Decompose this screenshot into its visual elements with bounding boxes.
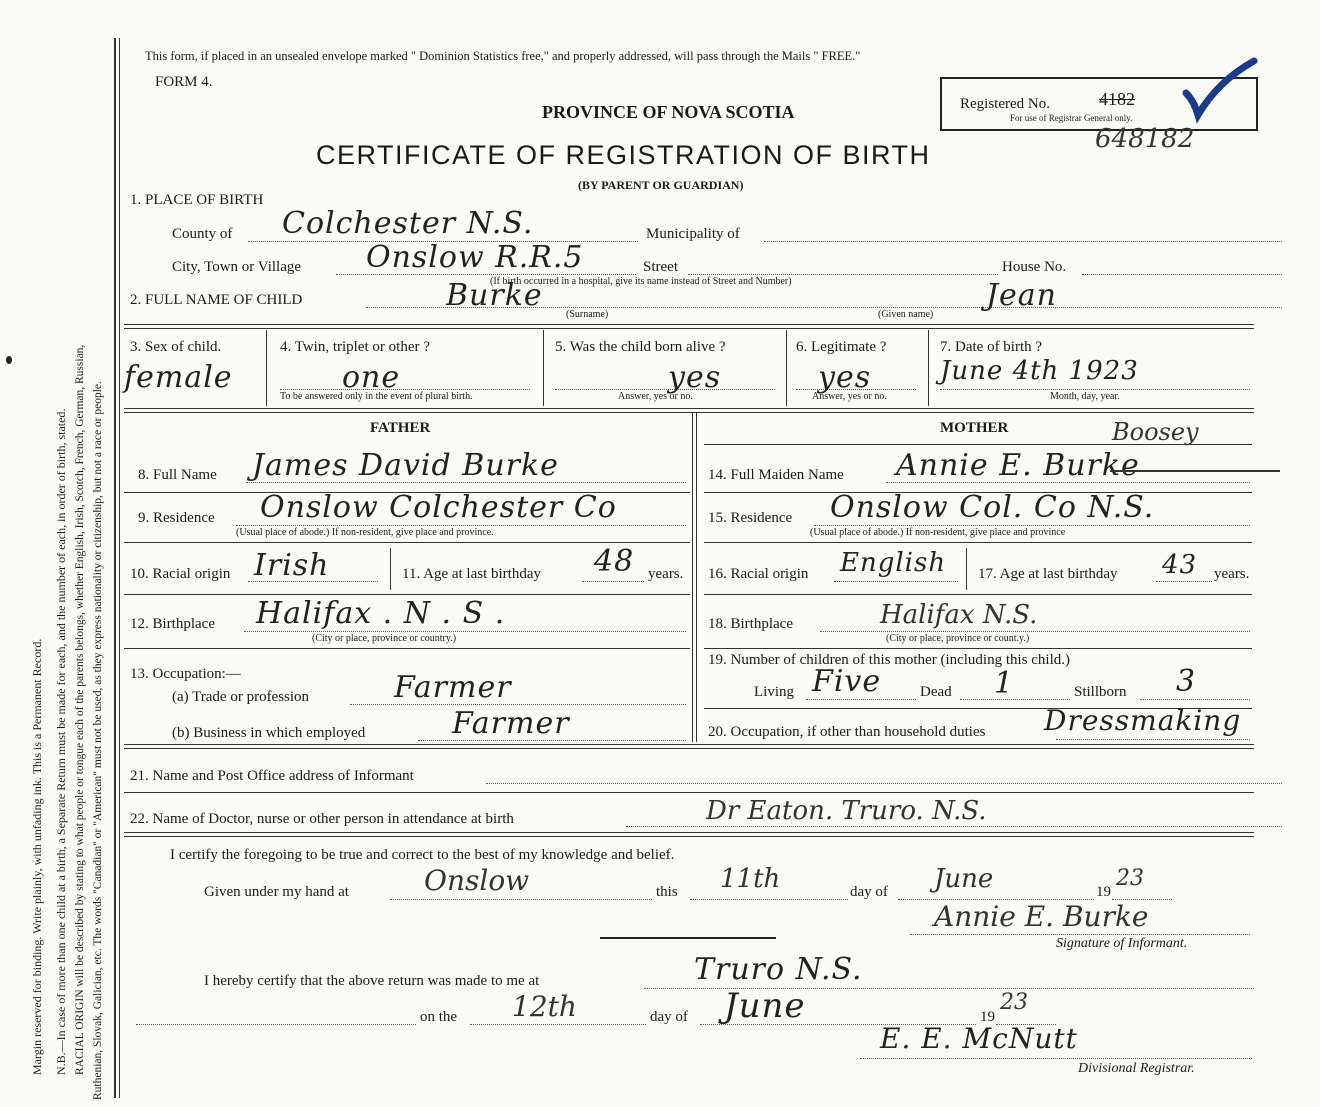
given-day-value: 11th [720,864,781,894]
county-value: Colchester N.S. [282,206,534,241]
stillborn-value: 3 [1176,664,1197,699]
registration-year-prefix: 19 [980,1009,995,1025]
mother-residence-label: 15. Residence [708,510,793,526]
father-trade-label: (a) Trade or profession [172,689,310,705]
sex-value: female [124,360,233,395]
father-trade-value: Farmer [394,670,512,705]
registrar-note: For use of Registrar General only. [1010,113,1133,123]
hospital-note: (If birth occurred in a hospital, give its name instead of Street and Number) [490,276,792,287]
father-age-label: 11. Age at last birthday [402,566,541,582]
binding-rule [114,38,116,1098]
registrar-statement: I hereby certify that the above return was made to me at [204,973,540,989]
province-heading: PROVINCE OF NOVA SCOTIA [542,102,795,122]
twin-note: To be answered only in the event of plural birth. [280,391,473,402]
mother-birthplace-label: 18. Birthplace [708,616,793,632]
margin-note-binding: Margin reserved for binding. Write plainly, with unfading ink. This is a Permanent Record. [30,638,44,1075]
registered-number-handwritten: 648182 [1095,124,1195,154]
doctor-label: 22. Name of Doctor, nurse or other person in attendance at birth [130,811,514,827]
this-label: this [656,884,678,900]
father-business-value: Farmer [452,706,570,741]
dead-label: Dead [920,684,952,700]
city-value: Onslow R.R.5 [366,240,584,275]
child-given-name: Jean [986,278,1057,313]
margin-note-racial-2: Ruthenian, Slovak, Galician, etc. The words "Canadian" or "American" must not be used, as they express nationality or citizenship, but not a race or people. [92,381,104,1100]
house-no-label: House No. [1002,259,1067,275]
registered-box [940,77,1258,131]
given-under-label: Given under my hand at [204,884,349,900]
mother-age-label: 17. Age at last birthday [978,566,1118,582]
father-heading: FATHER [370,420,431,436]
mother-residence-note: (Usual place of abode.) If non-resident, give place and province [810,527,1066,538]
certificate-subtitle: (BY PARENT OR GUARDIAN) [578,178,744,192]
surname-caption: (Surname) [566,309,609,320]
father-name-value: James David Burke [252,448,559,483]
born-alive-value: yes [668,360,722,395]
legitimate-label: 6. Legitimate ? [796,339,887,355]
dob-value: June 4th 1923 [940,356,1139,386]
registration-month-value: June [724,986,806,1026]
street-label: Street [643,259,678,275]
child-name-label: 2. FULL NAME OF CHILD [130,292,303,308]
dead-value: 1 [994,666,1015,701]
given-place-value: Onslow [424,864,530,897]
year-suffix-value: 23 [1116,866,1144,891]
doctor-value: Dr Eaton. Truro. N.S. [706,796,987,826]
living-value: Five [812,664,882,699]
informant-label: 21. Name and Post Office address of Informant [130,768,414,784]
mother-occupation-label: 20. Occupation, if other than household duties [708,724,986,740]
father-name-label: 8. Full Name [138,467,217,483]
mother-occupation-value: Dressmaking [1044,704,1242,737]
registration-year-suffix: 23 [1000,990,1028,1015]
legitimate-note: Answer, yes or no. [812,391,887,402]
dob-note: Month, day, year. [1050,391,1120,402]
father-birthplace-value: Halifax . N . S . [256,596,506,631]
father-birthplace-note: (City or place, province or country.) [312,633,457,644]
mail-note: This form, if placed in an unsealed envelope marked " Dominion Statistics free," and properly addressed, will pass through the Mails " FREE." [145,49,861,63]
informant-signature-caption: Signature of Informant. [1056,936,1188,951]
registration-day-value: 12th [512,990,577,1023]
informant-signature: Annie E. Burke [934,900,1149,933]
sex-label: 3. Sex of child. [130,339,222,355]
margin-note-racial: RACIAL ORIGIN will be described by stating to what people or tongue each of the parents belongs, whether English, Irish, Scotch, French, German, Russian, [74,344,86,1075]
mother-heading: MOTHER [940,420,1009,436]
mother-birthplace-note: (City or place, province or count.y.) [886,633,1030,644]
mother-name-value: Annie E. Burke [896,448,1140,483]
legitimate-value: yes [818,360,872,395]
father-business-label: (b) Business in which employed [172,725,366,741]
certify-statement: I certify the foregoing to be true and correct to the best of my knowledge and belief. [170,847,675,863]
day-of-label: day of [850,884,888,900]
place-of-birth-label: 1. PLACE OF BIRTH [130,192,264,208]
twin-value: one [342,360,401,395]
mother-name-label: 14. Full Maiden Name [708,467,844,483]
children-count-label: 19. Number of children of this mother (including this child.) [708,652,1071,668]
father-racial-label: 10. Racial origin [130,566,231,582]
county-label: County of [172,226,233,242]
father-birthplace-label: 12. Birthplace [130,616,215,632]
registrar-signature: E. E. McNutt [880,1022,1078,1055]
city-label: City, Town or Village [172,259,302,275]
checkmark-icon [1178,57,1258,129]
born-alive-label: 5. Was the child born alive ? [555,339,726,355]
mother-age-value: 43 [1162,550,1198,580]
born-alive-note: Answer, yes or no. [618,391,693,402]
mother-birthplace-value: Halifax N.S. [880,600,1038,630]
father-age-value: 48 [594,544,635,579]
mother-age-unit: years. [1214,566,1250,582]
binding-rule-inner [119,38,120,1098]
dob-label: 7. Date of birth ? [940,339,1043,355]
given-name-caption: (Given name) [878,309,934,320]
separator-rule [600,937,776,939]
maiden-name-correction: Boosey [1112,418,1199,446]
mother-residence-value: Onslow Col. Co N.S. [830,490,1155,525]
year-prefix: 19 [1096,884,1111,900]
certificate-title: CERTIFICATE OF REGISTRATION OF BIRTH [316,140,931,170]
twin-label: 4. Twin, triplet or other ? [280,339,430,355]
strike-through-surname [1110,470,1280,472]
registered-number-struck: 4182 [1099,89,1135,109]
father-residence-value: Onslow Colchester Co [260,490,617,525]
margin-note-nb: N.B.—In case of more than one child at a birth, a Separate Return must be made for each, and the number of each, in order of birth, stated. [54,408,68,1075]
father-occupation-label: 13. Occupation:— [130,666,241,682]
registrar-place-value: Truro N.S. [694,952,863,987]
registered-label: Registered No. [960,96,1050,112]
mother-racial-label: 16. Racial origin [708,566,809,582]
municipality-label: Municipality of [646,226,740,242]
registration-day-of-label: day of [650,1009,688,1025]
registrar-caption: Divisional Registrar. [1078,1061,1195,1076]
father-age-unit: years. [648,566,684,582]
on-the-label: on the [420,1009,458,1025]
father-residence-label: 9. Residence [138,510,215,526]
stillborn-label: Stillborn [1074,684,1127,700]
child-surname: Burke [446,278,543,313]
ink-dot [6,356,12,364]
form-number: FORM 4. [155,74,213,90]
father-racial-value: Irish [254,548,330,583]
father-residence-note: (Usual place of abode.) If non-resident, give place and province. [236,527,494,538]
given-month-value: June [934,864,994,894]
living-label: Living [754,684,794,700]
mother-racial-value: English [840,548,947,578]
